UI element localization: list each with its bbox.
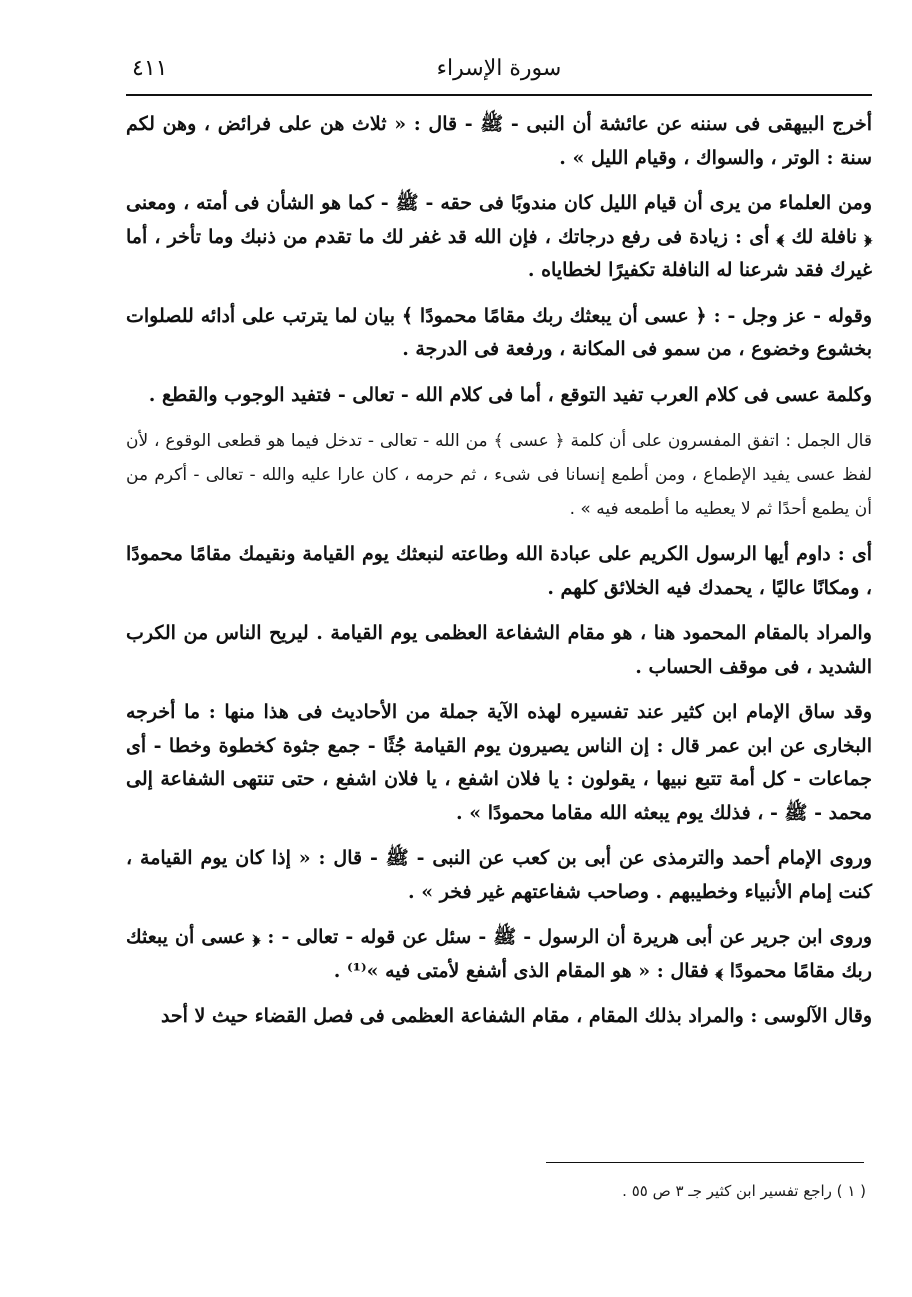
paragraph: وقوله - عز وجل - : ﴿ عسى أن يبعثك ربك مقامًا محمودًا ﴾ بيان لما يترتب على أدائه للصلوات بخشوع وخضوع ، من سمو فى المكانة ، ورفعة فى الدرجة . <box>126 304 872 360</box>
paragraph: وروى ابن جرير عن أبى هريرة أن الرسول - ﷺ - سئل عن قوله - تعالى - : ﴿ عسى أن يبعثك ربك مقامًا محمودًا ﴾ فقال : « هو المقام الذى أشفع لأمتى فيه »⁽¹⁾ . <box>126 926 872 982</box>
main-text <box>126 108 872 1046</box>
paragraph: وقد ساق الإمام ابن كثير عند تفسيره لهذه الآية جملة من الأحاديث فى هذا منها : ما أخرجه البخارى عن ابن عمر قال : إن الناس يصيرون يوم القيامة جُثًا - جمع جثوة كخطوة وخطا - أى جماعات - كل أمة تتبع نبيها ، يقولون : يا فلان اشفع ، يا فلان اشفع ، حتى تنتهى الشفاعة إلى محمد - ﷺ - ، فذلك يوم يبعثه الله مقاما محمودًا » . <box>126 701 872 824</box>
paragraph: أى : داوم أيها الرسول الكريم على عبادة الله وطاعته لنبعثك يوم القيامة ونقيمك مقامًا محمودًا ، ومكانًا عاليًا ، يحمدك فيه الخلائق كلهم . <box>126 543 872 599</box>
paragraph: ومن العلماء من يرى أن قيام الليل كان مندوبًا فى حقه - ﷺ - كما هو الشأن فى أمته ، ومعنى ﴿ نافلة لك ﴾ أى : زيادة فى رفع درجاتك ، فإن الله قد غفر لك ما تقدم من ذنبك وما تأخر ، أما غيرك فقد شرعنا له النافلة تكفيرًا لخطاياه . <box>126 192 872 281</box>
footnote-divider <box>546 1162 864 1163</box>
paragraph: وروى الإمام أحمد والترمذى عن أبى بن كعب عن النبى - ﷺ - قال : « إذا كان يوم القيامة ، كنت إمام الأنبياء وخطيبهم . وصاحب شفاعتهم غير فخر » . <box>126 847 872 903</box>
page-number: ٤١١ <box>132 56 168 81</box>
paragraph: وقال الآلوسى : والمراد بذلك المقام ، مقام الشفاعة العظمى فى فصل القضاء حيث لا أحد <box>160 1005 872 1027</box>
paragraph: أخرج البيهقى فى سننه عن عائشة أن النبى - ﷺ - قال : « ثلاث هن على فرائض ، وهن لكم سنة : الوتر ، والسواك ، وقيام الليل » . <box>126 113 872 169</box>
surah-title: سورة الإسراء <box>436 56 562 81</box>
page-header <box>126 52 872 96</box>
footnote: ( ١ ) راجع تفسير ابن كثير جـ ٣ ص ٥٥ . <box>622 1182 866 1200</box>
quoted-passage: قال الجمل : اتفق المفسرون على أن كلمة ﴿ عسى ﴾ من الله - تعالى - تدخل فيما هو قطعى الوقوع ، لأن لفظ عسى يفيد الإطماع ، ومن أطمع إنسانا فى شىء ، ثم حرمه ، كان عارا عليه والله - تعالى - أكرم من أن يطمع أحدًا ثم لا يعطيه ما أطمعه فيه » . <box>126 431 872 519</box>
paragraph: والمراد بالمقام المحمود هنا ، هو مقام الشفاعة العظمى يوم القيامة . ليريح الناس من الكرب الشديد ، فى موقف الحساب . <box>126 622 872 678</box>
paragraph: وكلمة عسى فى كلام العرب تفيد التوقع ، أما فى كلام الله - تعالى - فتفيد الوجوب والقطع . <box>148 383 872 406</box>
